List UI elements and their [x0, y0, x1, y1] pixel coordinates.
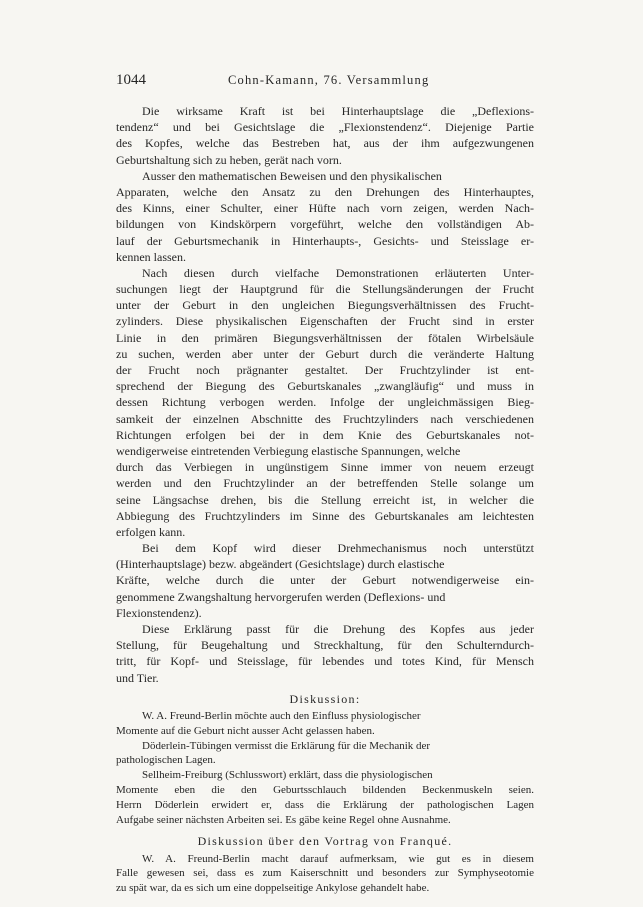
- text-line: erfolgen kann.: [116, 524, 186, 539]
- text-line: Abbiegung des Fruchtzylinders im Sinne des Geburtskanales am leichtesten: [116, 508, 534, 523]
- text-line: Kräfte, welche durch die unter der Geburt notwendigerweise ein-: [116, 573, 534, 588]
- text-line: Diese Erklärung passt für die Drehung des Kopfes aus jeder: [142, 622, 534, 636]
- paragraph-4: [116, 540, 534, 621]
- text-line: Flexionstendenz).: [116, 605, 202, 620]
- text-line: Falle gewesen sei, dass es zum Kaiserschnitt und besonders zur Symphyseotomie: [116, 867, 534, 880]
- text-line: Richtungen erfolgen bei der in dem Knie des Geburtskanales not-: [116, 427, 534, 442]
- text-line: Ausser den mathematischen Beweisen und den physikalischen: [142, 168, 442, 183]
- text-line: seine Längsachse drehen, bis die Stellung erreicht ist, in welcher die: [116, 492, 534, 507]
- paragraph-1: [116, 103, 534, 168]
- text-line: des Kinns, einer Schulter, einer Hüfte nach vorn zeigen, werden Nach-: [116, 201, 534, 216]
- text-line: Stellung, für Beugehaltung und Streckhaltung, für den Schulterndurch-: [116, 638, 534, 653]
- text-line: samkeit der einzelnen Abschnitte des Fruchtzylinders nach verschiedenen: [116, 411, 534, 426]
- text-line: pathologischen Lagen.: [116, 754, 216, 767]
- text-line: Nach diesen durch vielfache Demonstrationen erläuterten Unter-: [142, 265, 534, 280]
- text-line: zylinders. Diese physikalischen Eigenschaften der Frucht sind in erster: [116, 314, 534, 329]
- text-line: sprechend der Biegung des Geburtskanales „zwangläufig“ und muss in: [116, 379, 534, 394]
- page-number: 1044: [116, 72, 146, 88]
- text-line: wendigerweise eintretenden Verbiegung elastische Spannungen, welche: [116, 443, 461, 458]
- text-line: Döderlein-Tübingen vermisst die Erklärung für die Mechanik der: [142, 739, 431, 752]
- text-line: lauf der Geburtsmechanik in Hinterhaupts-, Gesichts- und Steisslage er-: [116, 233, 534, 248]
- text-line: Linie in den primären Biegungsverhältnissen der fötalen Wirbelsäule: [116, 330, 534, 345]
- discussion-1: [116, 709, 534, 827]
- text-line: Apparaten, welche den Ansatz zu den Drehungen des Hinterhauptes,: [116, 184, 534, 199]
- text-line: unter der Geburt in den ungleichen Biegungsverhältnissen des Frucht-: [116, 298, 534, 313]
- text-line: Bei dem Kopf wird dieser Drehmechanismus noch unterstützt: [142, 541, 534, 556]
- text-line: dessen Richtung verbogen werden. Infolge der ungleichmässigen Bieg-: [116, 395, 534, 410]
- text-line: zu suchen, werden aber unter der Geburt durch die veränderte Haltung: [116, 346, 534, 361]
- paragraph-5: [116, 621, 534, 686]
- text-line: W. A. Freund-Berlin macht darauf aufmerksam, wie gut es in diesem: [142, 852, 534, 865]
- text-line: tritt, für Kopf- und Steisslage, für lebendes und totes Kind, für Mensch: [116, 654, 534, 669]
- text-line: Momente eben die den Geburtsschlauch bildenden Beckenmuskeln seien.: [116, 783, 534, 796]
- text-line: genommene Zwangshaltung hervorgerufen werden (Deflexions- und: [116, 589, 446, 604]
- page-header: [116, 72, 534, 92]
- paragraph-3: [116, 265, 534, 540]
- text-line: W. A. Freund-Berlin möchte auch den Einfluss physiologischer: [142, 709, 421, 722]
- text-line: Herrn Döderlein erwidert er, dass die Erklärung der pathologischen Lagen: [116, 798, 534, 811]
- text-line: werden und den Fruchtzylinder an der betreffenden Stelle solange um: [116, 476, 534, 491]
- text-line: Momente auf die Geburt nicht ausser Acht gelassen haben.: [116, 724, 375, 737]
- running-head: Cohn-Kamann, 76. Versammlung: [228, 73, 430, 87]
- text-line: (Hinterhauptslage) bezw. abgeändert (Gesichtslage) durch elastische: [116, 557, 445, 572]
- text-line: zu spät war, da es sich um eine doppelseitige Ankylose gehandelt habe.: [116, 882, 430, 895]
- text-line: bildungen von Kindskörpern vorgeführt, welche den vollständigen Ab-: [116, 217, 534, 232]
- text-line: Die wirksame Kraft ist bei Hinterhauptslage die „Deflexions-: [142, 104, 534, 118]
- text-line: durch das Verbiegen in ungünstigem Sinne immer von neuem erzeugt: [116, 460, 534, 475]
- text-line: suchungen liegt der Hauptgrund für die Stellungsänderungen der Frucht: [116, 282, 534, 297]
- discussion-heading: Diskussion:: [289, 691, 361, 706]
- text-line: des Kopfes, welche das Bestreben hat, aus der ihm aufgezwungenen: [116, 136, 534, 151]
- text-line: kennen lassen.: [116, 249, 186, 264]
- text-line: der Frucht noch prägnanter gestaltet. Der Fruchtzylinder ist ent-: [116, 363, 534, 377]
- text-line: und Tier.: [116, 670, 159, 685]
- text-line: Aufgabe seiner nächsten Arbeiten sei. Es gäbe keine Regel ohne Ausnahme.: [116, 813, 451, 826]
- paragraph-2: [116, 168, 534, 265]
- text-line: tendenz“ und bei Gesichtslage die „Flexionstendenz“. Diejenige Partie: [116, 120, 534, 135]
- discussion-2: [116, 852, 534, 896]
- discussion-franque-heading: Diskussion über den Vortrag von Franqué.: [197, 834, 453, 849]
- text-line: Geburtshaltung sich zu heben, gerät nach vorn.: [116, 152, 342, 167]
- text-line: Sellheim-Freiburg (Schlusswort) erklärt, dass die physiologischen: [142, 769, 433, 782]
- body-text: [116, 103, 534, 896]
